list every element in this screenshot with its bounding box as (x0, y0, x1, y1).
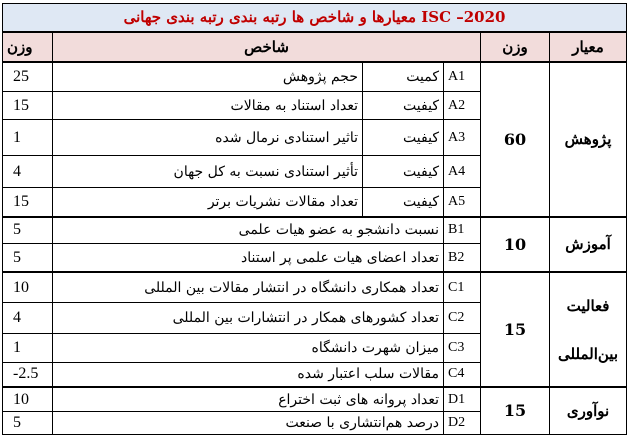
table-row (3, 62, 627, 92)
indicator-weight: 5 (3, 243, 53, 272)
indicator-code: C4 (444, 362, 481, 387)
indicator-type: کمیت (363, 62, 444, 92)
indicator-weight: 25 (3, 62, 53, 92)
indicator-code: D2 (444, 412, 481, 435)
indicator-type: کیفیت (363, 156, 444, 188)
indicator-type: کیفیت (363, 92, 444, 120)
header-criterion: معیار (550, 32, 627, 62)
indicator-code: B2 (444, 243, 481, 272)
indicator-name: تعداد پروانه های ثبت اختراع (53, 387, 444, 412)
title-row (3, 4, 627, 32)
indicator-name: درصد هم‌انتشاری با صنعت (53, 412, 444, 435)
criteria-table (2, 3, 627, 435)
indicator-name: تعداد کشورهای همکار در انتشارات بین المللی (53, 302, 444, 333)
indicator-name: تعداد مقالات نشریات برتر (53, 188, 363, 217)
table-row (3, 387, 627, 412)
indicator-name: تأثیر استنادی نسبت به کل جهان (53, 156, 363, 188)
header-indicator-weight: وزن (3, 32, 53, 62)
indicator-type: کیفیت (363, 120, 444, 156)
indicator-code: A4 (444, 156, 481, 188)
criterion-weight: 15 (481, 272, 550, 387)
indicator-code: A1 (444, 62, 481, 92)
indicator-weight: 1 (3, 120, 53, 156)
indicator-name: تعداد استناد به مقالات (53, 92, 363, 120)
indicator-code: A5 (444, 188, 481, 217)
indicator-code: B1 (444, 217, 481, 244)
criterion-name-line1: فعالیت (566, 296, 610, 315)
indicator-name: مقالات سلب اعتبار شده (53, 362, 444, 387)
table-row (3, 217, 627, 244)
criterion-name: پژوهش (550, 62, 627, 217)
criterion-weight: 10 (481, 217, 550, 273)
indicator-weight: 15 (3, 188, 53, 217)
indicator-code: C3 (444, 333, 481, 362)
indicator-code: A3 (444, 120, 481, 156)
criterion-name: آموزش (550, 217, 627, 273)
indicator-name: میزان شهرت دانشگاه (53, 333, 444, 362)
indicator-type: کیفیت (363, 188, 444, 217)
criterion-weight: 60 (481, 62, 550, 217)
indicator-weight: 4 (3, 302, 53, 333)
indicator-weight: 10 (3, 387, 53, 412)
indicator-name: نسبت دانشجو به عضو هیات علمی (53, 217, 444, 244)
criterion-name (550, 272, 627, 387)
criterion-name-line2: بین‌المللی (558, 344, 619, 363)
criterion-weight: 15 (481, 387, 550, 435)
indicator-weight: 5 (3, 217, 53, 244)
indicator-code: D1 (444, 387, 481, 412)
table-row (3, 272, 627, 302)
indicator-name: تاثیر استنادی نرمال شده (53, 120, 363, 156)
header-criterion-weight: وزن (481, 32, 550, 62)
header-row (3, 32, 627, 62)
indicator-code: C1 (444, 272, 481, 302)
table-title: معیارها و شاخص ها رتبه بندی رتبه بندی جهانی ISC –2020 (3, 4, 627, 32)
indicator-weight: 1 (3, 333, 53, 362)
indicator-name: حجم پژوهش (53, 62, 363, 92)
indicator-weight: 5 (3, 412, 53, 435)
indicator-name: تعداد اعضای هیات علمی پر استناد (53, 243, 444, 272)
indicator-weight: 4 (3, 156, 53, 188)
indicator-code: C2 (444, 302, 481, 333)
indicator-weight: -2.5 (3, 362, 53, 387)
indicator-weight: 15 (3, 92, 53, 120)
indicator-code: A2 (444, 92, 481, 120)
criterion-name: نوآوری (550, 387, 627, 435)
indicator-name: تعداد همکاری دانشگاه در انتشار مقالات بین المللی (53, 272, 444, 302)
indicator-weight: 10 (3, 272, 53, 302)
header-indicator: شاخص (53, 32, 481, 62)
